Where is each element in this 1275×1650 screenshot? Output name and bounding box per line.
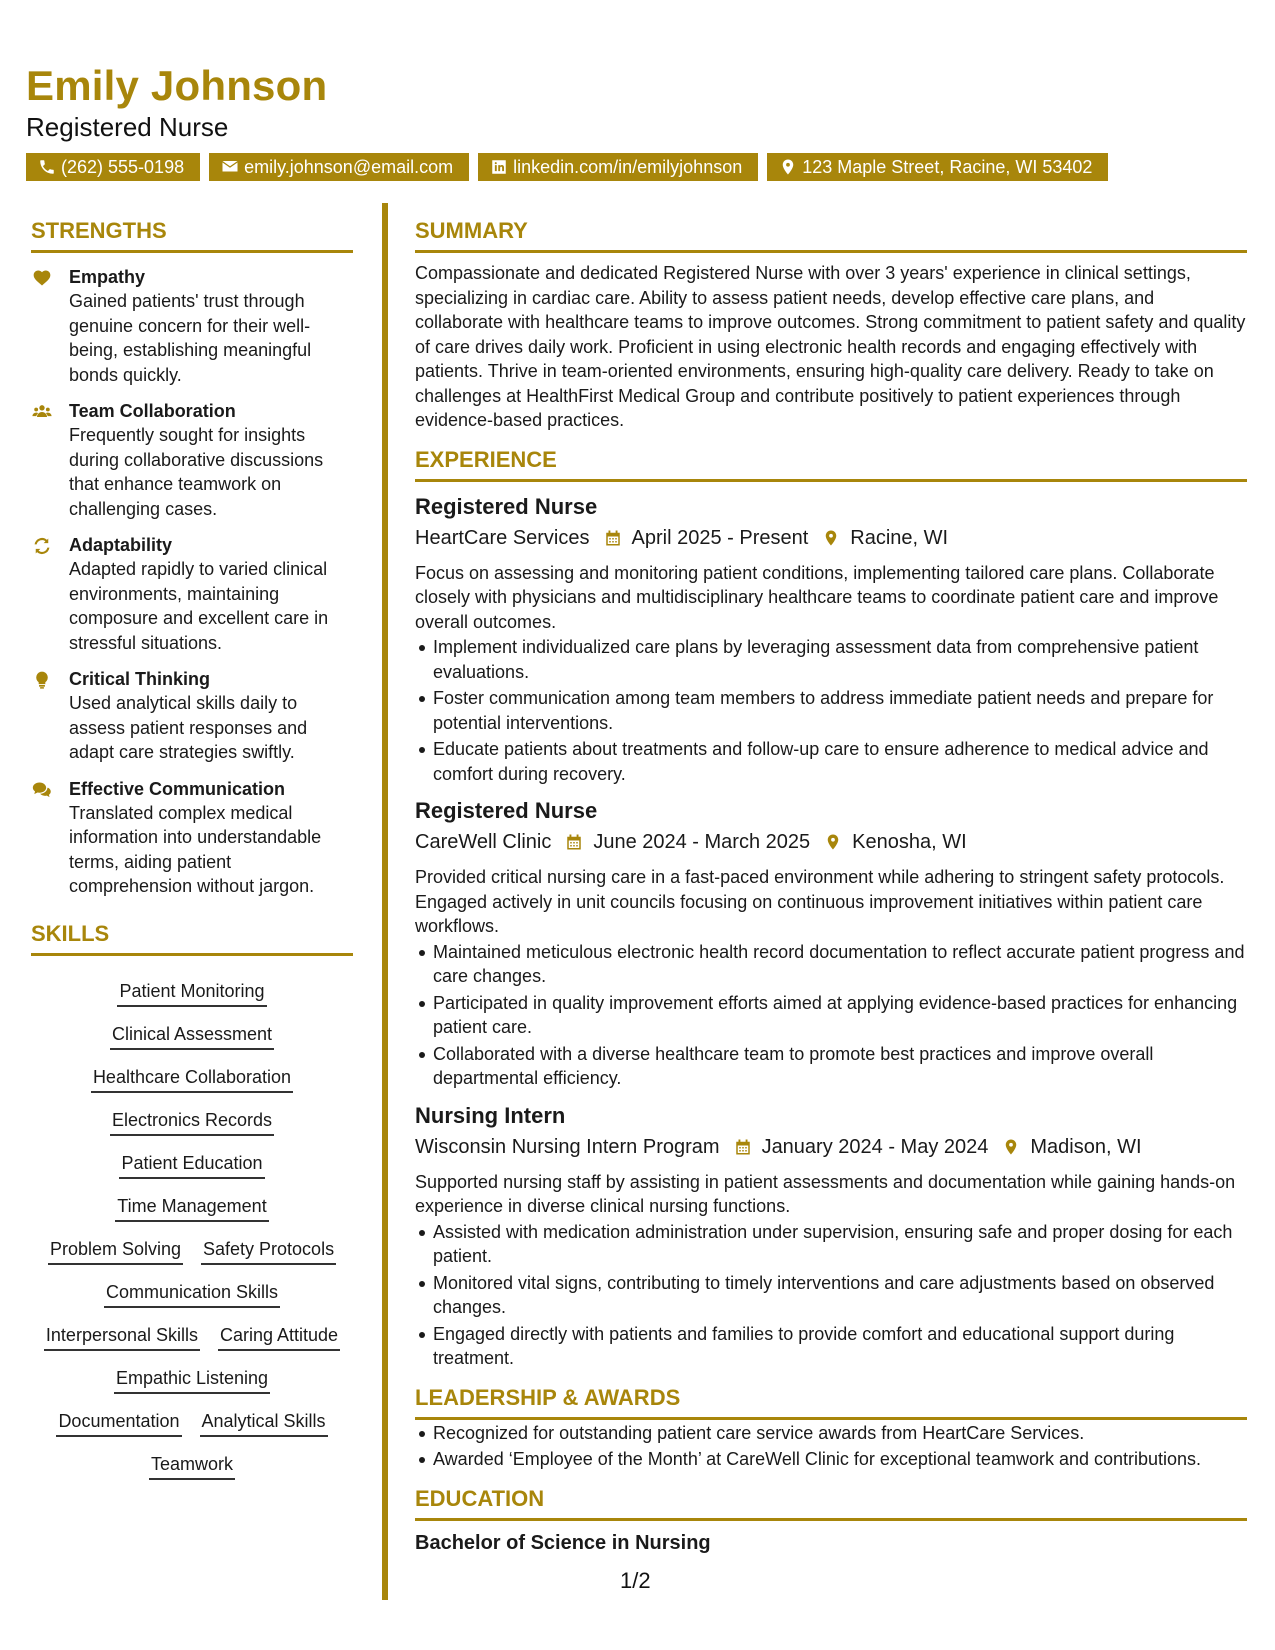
job-meta (415, 523, 1247, 553)
job-location: Kenosha, WI (852, 831, 967, 853)
heart-icon (31, 268, 53, 288)
job-description: Provided critical nursing care in a fast-paced environment while adhering to stringent safety protocols. Engaged actively in unit councils focusing on continuous improvement initiatives within patient care workflows. (415, 867, 1225, 936)
strength-item (31, 265, 353, 387)
left-column (31, 218, 353, 1480)
chat-bubbles-icon (31, 780, 53, 800)
job-entry (415, 796, 1247, 1091)
degree-title: Bachelor of Science in Nursing (415, 1531, 711, 1554)
skills-heading: SKILLS (31, 921, 353, 956)
job-meta (415, 827, 1247, 857)
strength-item (31, 399, 353, 521)
skill-tag: Communication Skills (104, 1280, 280, 1308)
contact-email[interactable] (209, 153, 469, 181)
strength-title: Adaptability (69, 535, 173, 555)
strength-item (31, 533, 353, 655)
skill-tag: Electronics Records (110, 1108, 274, 1136)
job-entry (415, 1101, 1247, 1371)
page-number: 1/2 (620, 1568, 651, 1593)
strength-desc: Translated complex medical information into understandable terms, aiding patient comprehension without jargon. (69, 802, 322, 896)
contact-linkedin[interactable] (478, 153, 758, 181)
bullet-item: Collaborated with a diverse healthcare team to promote best practices and improve overall departmental efficiency. (433, 1042, 1247, 1091)
skill-tag: Teamwork (149, 1452, 235, 1480)
bullet-item: Engaged directly with patients and families to provide comfort and educational support during treatment. (433, 1322, 1247, 1371)
strength-desc: Used analytical skills daily to assess patient responses and adapt care strategies swiftly. (69, 693, 308, 762)
job-title: Nursing Intern (415, 1102, 566, 1128)
skill-tag: Clinical Assessment (110, 1022, 274, 1050)
map-pin-icon (779, 158, 797, 176)
job-location: Racine, WI (850, 526, 949, 549)
refresh-icon (31, 536, 53, 556)
column-divider (382, 203, 388, 1600)
awards-heading: LEADERSHIP & AWARDS (415, 1385, 1247, 1420)
job-company: CareWell Clinic (415, 831, 552, 853)
phone-icon (38, 158, 56, 176)
job-title: Registered Nurse (415, 798, 598, 823)
job-title: Registered Nurse (415, 493, 598, 519)
skill-tag: Patient Education (119, 1151, 264, 1179)
job-bullets (415, 1220, 1247, 1371)
skill-tag: Problem Solving (48, 1237, 183, 1265)
skill-tag: Documentation (56, 1409, 181, 1437)
bullet-item: Monitored vital signs, contributing to timely interventions and care adjustments based on observed changes. (433, 1271, 1247, 1320)
contact-phone[interactable] (26, 153, 200, 181)
linkedin-text: linkedin.com/in/emilyjohnson (513, 157, 743, 177)
users-icon (31, 402, 53, 422)
strength-desc: Gained patients' trust through genuine concern for their well-being, establishing meaningful bonds quickly. (69, 291, 312, 385)
calendar-icon (565, 832, 583, 852)
skill-tag: Caring Attitude (218, 1323, 340, 1351)
strengths-list (31, 265, 353, 899)
experience-heading: EXPERIENCE (415, 447, 1247, 482)
summary-text: Compassionate and dedicated Registered Nurse with over 3 years' experience in clinical settings, specializing in cardiac care. Ability to assess patient needs, develop effective care plans, and collaborate with healthcare teams to improve outcomes. Strong commitment to patient safety and quality of care drives daily work. Proficient in using electronic health records and engaging effectively with patients. Thrive in team-oriented environments, ensuring high-quality care delivery. Ready to take on challenges at HealthFirst Medical Group and contribute positively to patient experiences through evidence-based practices. (415, 263, 1246, 430)
envelope-icon (221, 158, 239, 176)
awards-list (415, 1421, 1247, 1472)
strength-title: Team Collaboration (69, 401, 236, 421)
strength-desc: Adapted rapidly to varied clinical environments, maintaining composure and excellent care in stressful situations. (69, 559, 329, 653)
phone-text: (262) 555-0198 (61, 157, 185, 177)
bullet-item: Maintained meticulous electronic health record documentation to reflect accurate patient progress and care changes. (433, 940, 1247, 989)
job-entry (415, 492, 1247, 787)
education-heading: EDUCATION (415, 1486, 1247, 1521)
email-text: emily.johnson@email.com (244, 157, 454, 177)
job-meta (415, 1132, 1247, 1162)
award-item: Recognized for outstanding patient care service awards from HeartCare Services. (433, 1421, 1247, 1446)
lightbulb-icon (31, 670, 53, 690)
skill-tag: Empathic Listening (114, 1366, 270, 1394)
strength-item (31, 777, 353, 899)
award-item: Awarded ‘Employee of the Month’ at CareWell Clinic for exceptional teamwork and contributions. (433, 1447, 1247, 1472)
job-dates: April 2025 - Present (631, 526, 809, 549)
strength-title: Critical Thinking (69, 669, 211, 689)
strength-desc: Frequently sought for insights during collaborative discussions that enhance teamwork on challenging cases. (69, 425, 324, 519)
job-bullets (415, 940, 1247, 1091)
strength-item (31, 667, 353, 765)
contact-bar (26, 153, 1108, 181)
bullet-item: Educate patients about treatments and follow-up care to ensure adherence to medical advice and comfort during recovery. (433, 737, 1247, 786)
calendar-icon (604, 528, 622, 548)
job-bullets (415, 635, 1247, 786)
job-description: Supported nursing staff by assisting in patient assessments and documentation while gaining hands-on experience in diverse clinical nursing functions. (415, 1171, 1236, 1216)
contact-address[interactable] (767, 153, 1108, 181)
linkedin-icon (490, 158, 508, 176)
candidate-name: Emily Johnson (26, 62, 328, 109)
strength-title: Effective Communication (69, 778, 286, 799)
job-location: Madison, WI (1030, 1135, 1142, 1158)
skill-tag: Time Management (115, 1194, 268, 1222)
bullet-item: Assisted with medication administration under supervision, ensuring safe and proper dosing for each patient. (433, 1220, 1247, 1269)
summary-heading: SUMMARY (415, 218, 1247, 253)
bullet-item: Foster communication among team members to address immediate patient needs and prepare for potential interventions. (433, 686, 1247, 735)
bullet-item: Implement individualized care plans by leveraging assessment data from comprehensive patient evaluations. (433, 635, 1247, 684)
job-dates: January 2024 - May 2024 (761, 1135, 989, 1158)
strength-title: Empathy (69, 267, 146, 287)
job-company: Wisconsin Nursing Intern Program (415, 1135, 720, 1158)
bullet-item: Participated in quality improvement efforts aimed at applying evidence-based practices for enhancing patient care. (433, 991, 1247, 1040)
skill-tag: Patient Monitoring (117, 979, 266, 1007)
calendar-icon (734, 1137, 752, 1157)
job-description: Focus on assessing and monitoring patient conditions, implementing tailored care plans. Collaborate closely with physicians and multidisciplinary healthcare teams to coordinate patient care and improve overall outcomes. (415, 562, 1219, 632)
skill-tag: Healthcare Collaboration (91, 1065, 293, 1093)
skills-list (31, 964, 353, 1480)
map-pin-icon (1002, 1137, 1020, 1157)
strengths-heading: STRENGTHS (31, 218, 353, 253)
skill-tag: Analytical Skills (200, 1409, 328, 1437)
skill-tag: Safety Protocols (201, 1237, 336, 1265)
job-company: HeartCare Services (415, 526, 590, 549)
skill-tag: Interpersonal Skills (44, 1323, 200, 1351)
map-pin-icon (822, 528, 840, 548)
address-text: 123 Maple Street, Racine, WI 53402 (802, 157, 1093, 177)
right-column (415, 218, 1247, 1557)
map-pin-icon (824, 832, 842, 852)
job-dates: June 2024 - March 2025 (593, 831, 811, 853)
candidate-role: Registered Nurse (26, 112, 229, 142)
